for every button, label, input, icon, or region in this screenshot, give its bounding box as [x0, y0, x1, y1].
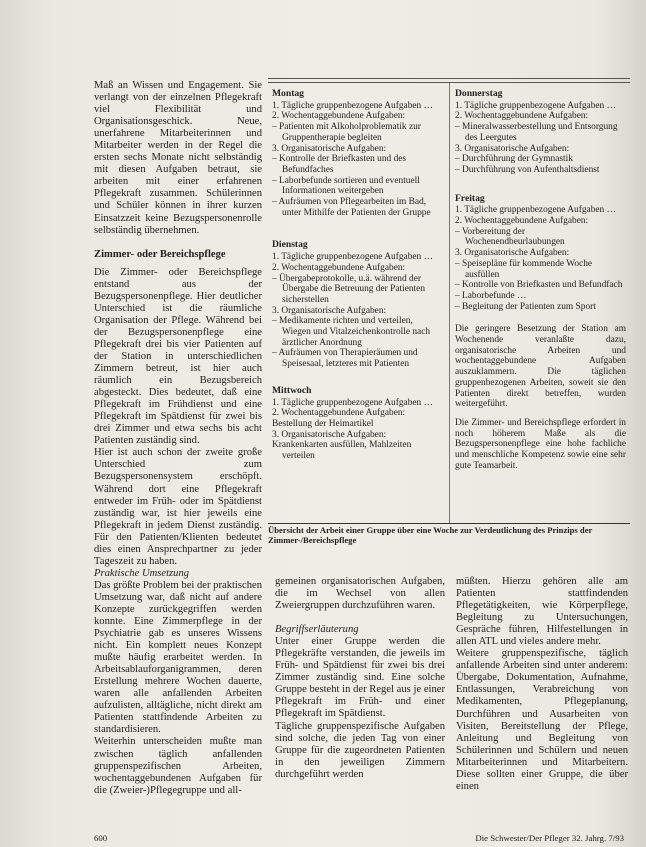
competence-paragraph: Die Zimmer- und Bereichspflege erfordert in noch höherem Maße als die Bezugspersonenpflege eine hohe fachliche und menschliche Kompetenz sowie eine sehr gute Teamarbeit.	[455, 417, 626, 471]
day-title: Montag	[272, 88, 304, 99]
day-item: 2. Wochentaggebundene Aufgaben:	[455, 216, 589, 227]
day-item: – Durchführung von Aufenthaltsdienst	[455, 164, 600, 175]
right-column	[456, 576, 628, 793]
middle-column	[275, 576, 445, 781]
middle-paragraph-2: Unter einer Gruppe werden die Pflegekräfte verstanden, die jeweils im Früh- und Spätdienst für zwei bis drei Zimmer zuständig sind. Eine solche Gruppe besteht in der Regel aus je einer Pflegekraft im Früh- und einer Pflegekraft im Spätdienst.	[275, 636, 445, 720]
day-item: 1. Tägliche gruppenbezogene Aufgaben …	[455, 205, 616, 216]
day-block-mittwoch	[272, 386, 442, 462]
day-item: 3. Organisatorische Aufgaben:	[272, 143, 387, 154]
right-paragraph-2: Weitere gruppenspezifische, täglich anfallende Arbeiten sind unter anderem: Übergabe, Dokumentation, Aufnahme, Entlassungen, Verabreichung von Medikamenten, Pflegeplanung, Durchführen und Ausarbeiten von Visiten, Bereitstellung der Pflege, Anleitung und Begleitung von Schülerinnen und Schülern und neuen Mitarbeiterinnen und Mitarbeitern. Diese sollten einer Gruppe, die über einen	[456, 648, 628, 792]
day-item: – Laborbefunde …	[455, 290, 527, 301]
day-item: 3. Organisatorische Aufgaben:	[272, 305, 387, 316]
day-item: – Patienten mit Alkoholproblematik zur Gruppentherapie begleiten	[272, 122, 421, 143]
day-item: 2. Wochentaggebundene Aufgaben:	[272, 408, 406, 419]
weekend-paragraph: Die geringere Besetzung der Station am Wochenende veranlaßte dazu, organisatorische Arbeiten und wochentaggebundene Aufgaben auszuklammern. Die täglichen gruppenbezogenen Arbeiten, soweit sie den Patienten direkt betreffen, wurden weitergeführt.	[455, 324, 626, 410]
day-block-dienstag	[272, 240, 442, 369]
day-item: Bestellung der Heimartikel	[272, 418, 374, 429]
middle-paragraph-1: gemeinen organisatorischen Aufgaben, die im Wechsel von allen Zweiergruppen durchzuführen waren.	[275, 576, 445, 612]
day-item: – Kontrolle der Briefkasten und des Befundfaches	[272, 154, 407, 175]
day-title: Dienstag	[272, 239, 308, 251]
day-title: Freitag	[455, 192, 485, 204]
umsetzung-paragraph-1: Das größte Problem bei der praktischen Umsetzung war, daß nicht auf andere Konzepte zurückgegriffen werden konnte. Eine Zimmerpflege in der Psychiatrie gab es unseres Wissens nicht. Ein komplett neues Konzept mußte häufig erarbeitet werden. In Arbeitsablauforganigrammen, deren Erstellung mehrere Wochen dauerte, waren alle anfallenden Arbeiten aufzulisten, alltägliche, nicht direkt am Patienten stattfindende Arbeiten zu standardisieren.	[94, 579, 262, 736]
day-item: Krankenkarten ausfüllen, Mahlzeiten verteilen	[272, 440, 412, 462]
day-item: – Mineralwasserbestellung und Entsorgung des Leergutes	[455, 122, 618, 143]
day-block-freitag	[455, 194, 626, 313]
middle-paragraph-3: Tägliche gruppenspezifische Aufgaben sind solche, die jeden Tag von einer Gruppe für die zugeordneten Patienten in den jeweiligen Zimmern durchgeführt werden	[275, 720, 445, 780]
day-item: – Begleitung der Patienten zum Sport	[455, 301, 596, 312]
weekly-overview-box	[268, 82, 630, 524]
day-item: 2. Wochentaggebundene Aufgaben:	[272, 262, 406, 273]
page-number: 600	[94, 833, 108, 843]
day-item: 1. Tägliche gruppenbezogene Aufgaben …	[272, 100, 433, 111]
day-block-donnerstag	[455, 89, 626, 176]
day-item: 3. Organisatorische Aufgaben:	[455, 248, 570, 259]
day-item: 2. Wochentaggebundene Aufgaben:	[272, 111, 406, 122]
day-item: – Vorbereitung der Wochenendbeurlaubungen	[455, 226, 565, 248]
zimmer-paragraph-1: Die Zimmer- oder Bereichspflege entstand aus der Bezugspersonenpflege. Hier deutlicher Unterschied ist die räumliche Organisation der Pflege. Während bei der Bezugspersonenpflege eine Pflegekraft drei bis vier Patienten auf der Station in unterschiedlichen Zimmern betreut, ist hier auch räumlich ein Bezugsbereich abgesteckt. Dies bedeutet, daß eine Pflegekraft im Frühdienst und eine Pflegekraft im Spätdienst für zwei bis drei Zimmer und etwa sechs bis acht Patienten zuständig sind.	[94, 266, 262, 447]
day-item: – Laborbefunde sortieren und eventuell Informationen weitergeben	[272, 175, 420, 197]
heading-praktische-umsetzung: Praktische Umsetzung	[94, 567, 190, 579]
heading-zimmer-pflege: Zimmer- oder Bereichspflege	[94, 248, 226, 260]
day-block-montag	[272, 89, 442, 218]
day-title: Mittwoch	[272, 384, 312, 396]
day-item: – Medikamente richten und verteilen, Wiegen und Vitalzeichenkontrolle nach ärztlicher Anordnung	[272, 316, 431, 348]
day-item: – Durchführung der Gymnastik	[455, 154, 573, 165]
figure-caption: Übersicht der Arbeit einer Gruppe über eine Woche zur Verdeutlichung des Prinzips der Zimmer-/Bereichspflege	[268, 525, 593, 545]
day-item: 3. Organisatorische Aufgaben:	[272, 429, 387, 440]
umsetzung-paragraph-2: Weiterhin unterscheiden mußte man zwischen täglich anfallenden gruppenspezifischen Arbeiten, wochentaggebundenen Aufgaben für die (Zweier-)Pflegegruppe und all-	[94, 736, 262, 796]
day-item: – Übergabeprotokolle, u.ä. während der Übergabe die Betreuung der Patienten sicherstellen	[272, 273, 426, 305]
day-item: 1. Tägliche gruppenbezogene Aufgaben …	[272, 397, 433, 408]
box-divider	[449, 83, 450, 523]
day-title: Donnerstag	[455, 88, 503, 99]
left-column	[94, 80, 262, 797]
heading-begriffserlaeuterung: Begriffserläuterung	[275, 624, 359, 636]
zimmer-paragraph-2: Hier ist auch schon der zweite große Unterschied zum Bezugspersonensystem erschöpft. Während dort eine Pflegekraft entweder im Früh- oder im Spätdienst zuständig war, ist hier jeweils eine Pflegekraft in jedem Dienst zuständig. Für den Patienten/Klienten bedeutet dies einen Ansprechpartner zu jeder Tageszeit zu haben.	[94, 447, 262, 567]
day-item: 3. Organisatorische Aufgaben:	[455, 143, 570, 154]
day-item: – Aufräumen von Pflegearbeiten im Bad, unter Mithilfe der Patienten der Gruppe	[272, 197, 431, 218]
day-item: – Speisepläne für kommende Woche ausfüllen	[455, 258, 593, 280]
day-item: 1. Tägliche gruppenbezogene Aufgaben …	[272, 252, 433, 263]
box-left-column	[272, 89, 442, 474]
day-item: 2. Wochentaggebundene Aufgaben:	[455, 111, 589, 122]
box-right-column	[455, 89, 626, 472]
day-item: – Kontrolle von Briefkasten und Befundfach	[455, 280, 623, 291]
top-rule	[268, 78, 630, 79]
day-item: 1. Tägliche gruppenbezogene Aufgaben …	[455, 100, 616, 111]
journal-footer: Die Schwester/Der Pfleger 32. Jahrg. 7/93	[475, 833, 624, 843]
left-top-paragraph: Maß an Wissen und Engagement. Sie verlangt von der einzelnen Pflegekraft viel Flexibilität und Organisationsgeschick. Neue, unerfahrene Mitarbeiterinnen und Mitarbeiter werden in der Regel die ersten sechs Monate nicht selbständig mit diesen Aufgaben betraut, sie arbeiten mit einer erfahrenen Pflegekraft zusammen. Schülerinnen und Schüler können in ihrer kurzen Einsatzzeit keine Bezugspersonenrolle selbständig übernehmen.	[94, 80, 262, 236]
day-item: – Aufräumen von Therapieräumen und Speisesaal, letzteres mit Patienten	[272, 348, 418, 370]
right-paragraph-1: müßten. Hierzu gehören alle am Patienten stattfindenden Pflegetätigkeiten, wie Körperpflege, Begleitung zu Untersuchungen, Gespräche führen, Hilfestellungen in allen ATL und vieles andere mehr.	[456, 576, 628, 648]
